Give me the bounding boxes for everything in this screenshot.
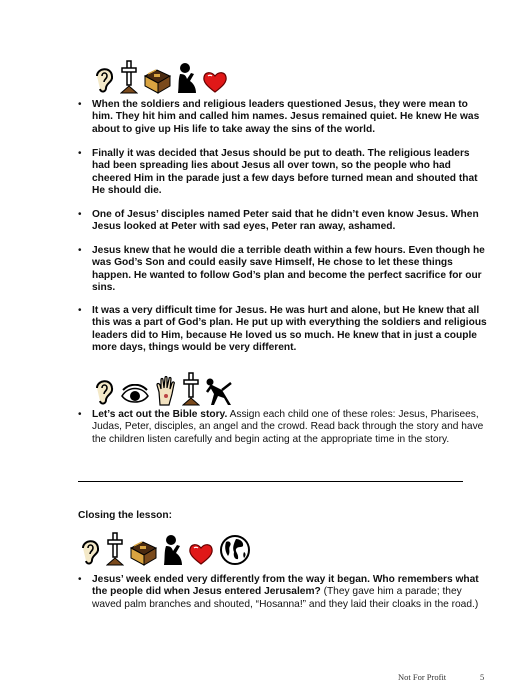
bullet-item-2 (78, 148, 487, 198)
bullet-dot: • (78, 305, 82, 316)
closing-text: (They gave him a parade; they waved palm branches and shouted, “Hosanna!” and they laid their cloaks in the road.) (92, 586, 479, 610)
closing-bullet-body (78, 574, 488, 611)
ear-icon (78, 536, 102, 566)
icon-row-activity (92, 372, 234, 406)
activity-bullet (78, 409, 487, 446)
bullet-item-1 (78, 99, 487, 136)
bullet-item-4 (78, 245, 487, 295)
globe-icon (218, 534, 252, 566)
bible-icon (142, 66, 172, 94)
cross-icon (106, 532, 124, 566)
bullet-dot: • (78, 245, 82, 256)
closing-title: Closing the lesson: (78, 510, 172, 521)
bullet-text: Jesus knew that he would die a terrible death within a few hours. Even though he was God’s Son and could easily save Himself, He chose to let these things happen. He wanted to follow God’s plan and become the perfect sacrifice for our sins. (92, 245, 485, 294)
activity-text: Assign each child one of these roles: Jesus, Pharisees, Judas, Peter, disciples, an angel and the crowd. Read back through the story and have the children listen carefully and begin acting at the appropriate time in the story. (92, 409, 484, 445)
ear-icon (92, 376, 116, 406)
footer-label: Not For Profit (398, 672, 447, 682)
praying-person-icon (176, 62, 198, 94)
bullet-text: When the soldiers and religious leaders questioned Jesus, they were mean to him. They hit him and called him names. Jesus remained quiet. He knew He was about to give up His life to take away the sins of the world. (92, 99, 480, 135)
closing-bold-text: Jesus’ week ended very differently from the way it began. Who remembers what the people did when Jesus entered Jerusalem? (92, 574, 479, 598)
bullet-dot: • (78, 209, 82, 220)
ear-icon (92, 64, 116, 94)
praying-person-icon (162, 534, 184, 566)
heart-icon (202, 70, 228, 94)
icon-row-closing (78, 532, 252, 566)
bullet-text: It was a very difficult time for Jesus. He was hurt and alone, but He knew that all this was a part of God’s plan. He put up with everything the soldiers and religious leaders did to Him, because He loved us so much. He knew that in just a couple more days, things would be very different. (92, 305, 487, 354)
stretching-person-icon (204, 376, 234, 406)
bullet-dot: • (78, 409, 82, 420)
closing-bullet (78, 574, 488, 611)
page-number: 5 (480, 672, 485, 682)
bullet-text: Finally it was decided that Jesus should be put to death. The religious leaders had been spreading lies about Jesus all over town, so the people who had cheered Him in the parade just a few days before turned mean and shouted that He should die. (92, 148, 478, 197)
bible-icon (128, 538, 158, 566)
section-divider (78, 481, 463, 482)
bullet-item-3 (78, 209, 487, 234)
activity-bold-text: Let’s act out the Bible story. (92, 409, 228, 420)
bullet-dot: • (78, 574, 82, 585)
bullet-text: One of Jesus’ disciples named Peter said that he didn’t even know Jesus. When Jesus looked at Peter with sad eyes, Peter ran away, ashamed. (92, 209, 479, 233)
eye-icon (120, 384, 150, 406)
icon-row-top (92, 60, 228, 94)
cross-icon (182, 372, 200, 406)
hand-icon (154, 376, 178, 406)
cross-icon (120, 60, 138, 94)
bullet-dot: • (78, 99, 82, 110)
heart-icon (188, 542, 214, 566)
bullet-dot: • (78, 148, 82, 159)
bullet-item-5 (78, 305, 487, 355)
